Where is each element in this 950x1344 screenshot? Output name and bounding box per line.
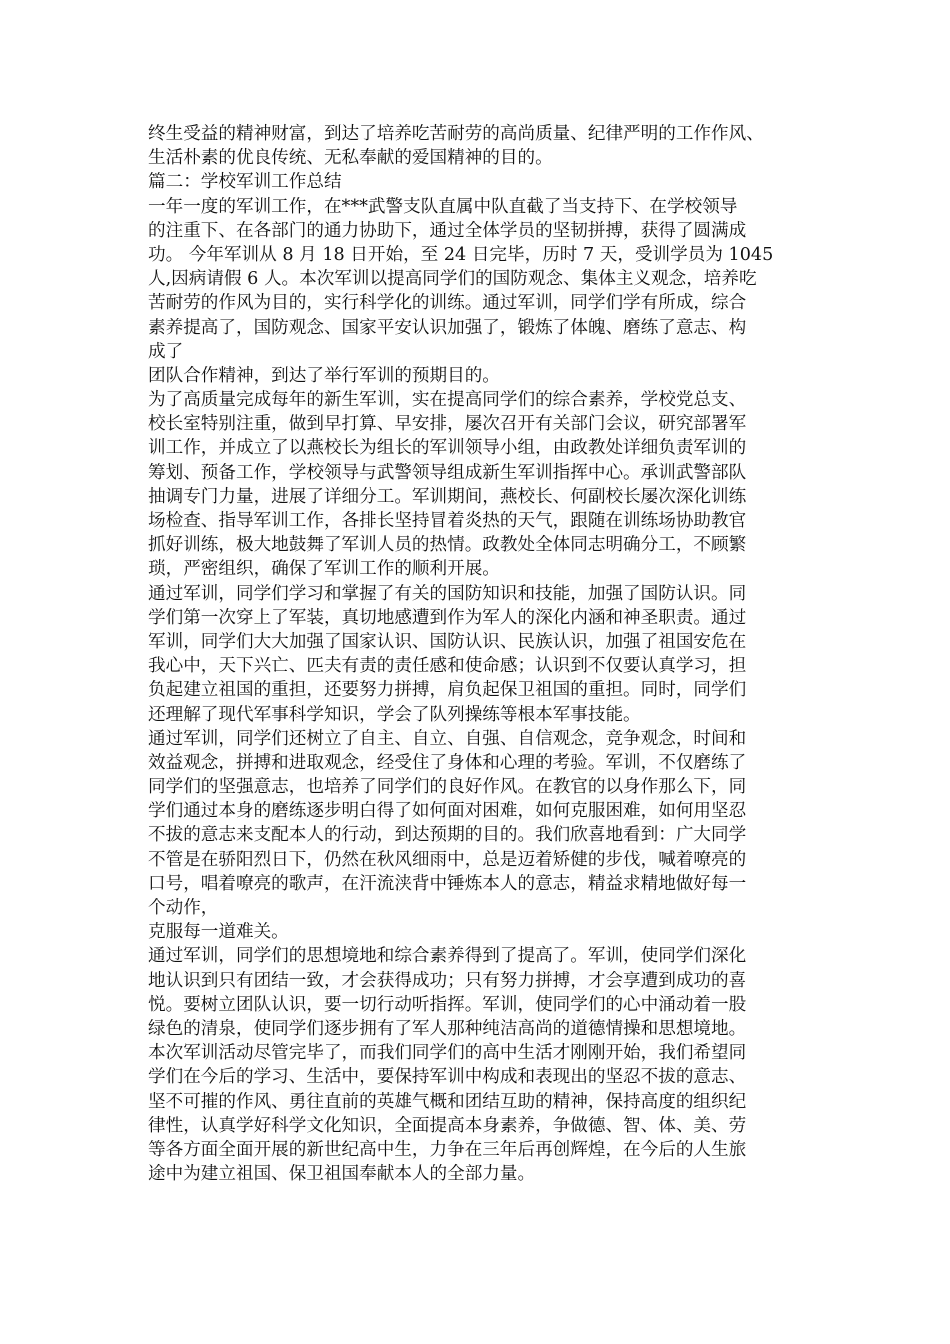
text-line: 克服每一道难关。 — [148, 922, 289, 943]
text-line: 人,因病请假 6 人。本次军训以提高同学们的国防观念、集体主义观念，培养吃 — [148, 269, 757, 290]
text-line: 通过军训，同学们还树立了自主、自立、自强、自信观念，竞争观念，时间和 — [148, 728, 747, 749]
text-line: 学们在今后的学习、生活中，要保持军训中构成和表现出的坚忍不拔的意志、 — [148, 1067, 747, 1088]
text-line: 地认识到只有团结一致，才会获得成功；只有努力拼搏，才会享遭到成功的喜 — [148, 970, 747, 991]
text-line: 抽调专门力量，进展了详细分工。军训期间，燕校长、何副校长屡次深化训练 — [148, 486, 747, 507]
text-line: 一年一度的军训工作，在***武警支队直属中队直截了当支持下、在学校领导 — [148, 196, 738, 217]
text-line: 绿色的清泉，使同学们逐步拥有了军人那种纯洁高尚的道德情操和思想境地。 — [148, 1018, 747, 1039]
document-page — [148, 122, 818, 1186]
text-line: 素养提高了，国防观念、国家平安认识加强了，锻炼了体魄、磨练了意志、构 — [148, 317, 747, 338]
text-line: 琐，严密组织，确保了军训工作的顺利开展。 — [148, 559, 500, 580]
text-line: 的注重下、在各部门的通力协助下，通过全体学员的坚韧拼搏，获得了圆满成 — [148, 220, 747, 241]
text-line: 坚不可摧的作风、勇往直前的英雄气概和团结互助的精神，保持高度的组织纪 — [148, 1091, 747, 1112]
text-line: 军训，同学们大大加强了国家认识、国防认识、民族认识，加强了祖国安危在 — [148, 631, 747, 652]
text-line: 负起建立祖国的重担，还要努力拼搏，肩负起保卫祖国的重担。同时，同学们 — [148, 680, 747, 701]
text-line: 等各方面全面开展的新世纪高中生，力争在三年后再创辉煌，在今后的人生旅 — [148, 1139, 747, 1160]
text-line: 学们第一次穿上了军装，真切地感遭到作为军人的深化内涵和神圣职责。通过 — [148, 607, 747, 628]
text-line: 口号，唱着嘹亮的歌声，在汗流浃背中锤炼本人的意志，精益求精地做好每一 — [148, 873, 747, 894]
text-line: 苦耐劳的作风为目的，实行科学化的训练。通过军训，同学们学有所成，综合 — [148, 293, 747, 314]
text-line: 同学们的坚强意志，也培养了同学们的良好作风。在教官的以身作那么下，同 — [148, 777, 747, 798]
text-line: 训工作，并成立了以燕校长为组长的军训领导小组，由政教处详细负责军训的 — [148, 438, 747, 459]
text-line: 生活朴素的优良传统、无私奉献的爱国精神的目的。 — [148, 148, 553, 169]
text-line: 学们通过本身的磨练逐步明白得了如何面对困难，如何克服困难，如何用坚忍 — [148, 801, 747, 822]
text-line: 还理解了现代军事科学知识，学会了队列操练等根本军事技能。 — [148, 704, 641, 725]
text-line: 律性，认真学好科学文化知识，全面提高本身素养，争做德、智、体、美、劳 — [148, 1115, 747, 1136]
text-line: 不拔的意志来支配本人的行动，到达预期的目的。我们欣喜地看到：广大同学 — [148, 825, 747, 846]
text-line: 通过军训，同学们学习和掌握了有关的国防知识和技能，加强了国防认识。同 — [148, 583, 747, 604]
text-line: 终生受益的精神财富，到达了培养吃苦耐劳的高尚质量、纪律严明的工作作风、 — [148, 124, 764, 144]
text-line: 团队合作精神，到达了举行军训的预期目的。 — [148, 365, 500, 386]
text-line: 不管是在骄阳烈日下，仍然在秋风细雨中，总是迈着矫健的步伐，喊着嘹亮的 — [148, 849, 747, 870]
text-line: 悦。要树立团队认识，要一切行动听指挥。军训，使同学们的心中涌动着一股 — [148, 994, 747, 1015]
text-line: 通过军训，同学们的思想境地和综合素养得到了提高了。军训，使同学们深化 — [148, 946, 747, 967]
text-line: 我心中，天下兴亡、匹夫有责的责任感和使命感；认识到不仅要认真学习，担 — [148, 656, 747, 677]
text-line: 成了 — [148, 341, 184, 362]
text-line: 途中为建立祖国、保卫祖国奉献本人的全部力量。 — [148, 1164, 536, 1185]
text-line: 个动作， — [148, 898, 219, 918]
text-line: 功。 今年军训从 8 月 18 日开始，至 24 日完毕，历时 7 天，受训学员为 1045 — [148, 244, 774, 265]
text-line: 效益观念，拼搏和进取观念，经受住了身体和心理的考验。军训，不仅磨练了 — [148, 752, 747, 773]
text-line: 抓好训练，极大地鼓舞了军训人员的热情。政教处全体同志明确分工，不顾繁 — [148, 535, 747, 556]
text-line: 场检查、指导军训工作，各排长坚持冒着炎热的天气，跟随在训练场协助教官 — [148, 511, 747, 531]
text-line: 筹划、预备工作，学校领导与武警领导组成新生军训指挥中心。承训武警部队 — [148, 462, 747, 483]
section-heading: 篇二：学校军训工作总结 — [148, 172, 342, 193]
text-line: 本次军训活动尽管完毕了，而我们同学们的高中生活才刚刚开始，我们希望同 — [148, 1043, 747, 1064]
text-line: 校长室特别注重，做到早打算、早安排，屡次召开有关部门会议，研究部署军 — [148, 414, 747, 435]
text-line: 为了高质量完成每年的新生军训，实在提高同学们的综合素养，学校党总支、 — [148, 390, 747, 411]
